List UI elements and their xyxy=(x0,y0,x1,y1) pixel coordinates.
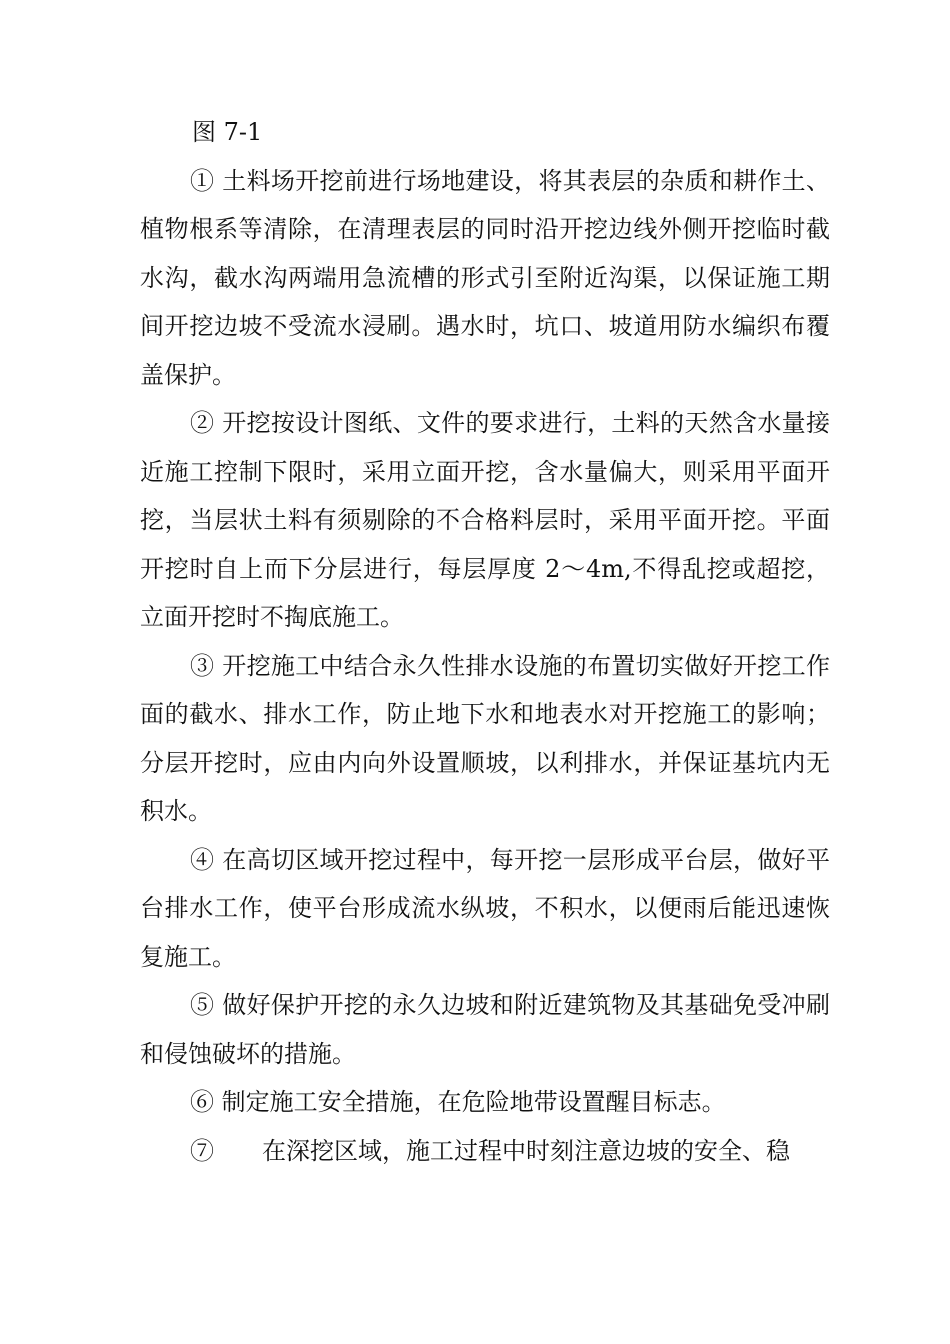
paragraph-7: ⑦ 在深挖区域，施工过程中时刻注意边坡的安全、稳 xyxy=(190,1136,790,1165)
paragraph-5: ⑤ 做好保护开挖的永久边坡和附近建筑物及其基础免受冲刷和侵蚀破坏的措施。 xyxy=(140,991,830,1068)
paragraph-1: ① 土料场开挖前进行场地建设，将其表层的杂质和耕作土、植物根系等清除，在清理表层的同时沿开挖边线外侧开挖临时截水沟，截水沟两端用急流槽的形式引至附近沟渠，以保证施工期间开挖边坡不受流水浸刷。遇水时，坑口、坡道用防水编织布覆盖保护。 xyxy=(140,166,830,389)
paragraph-3: ③ 开挖施工中结合永久性排水设施的布置切实做好开挖工作面的截水、排水工作，防止地下水和地表水对开挖施工的影响；分层开挖时，应由内向外设置顺坡，以利排水，并保证基坑内无积水。 xyxy=(140,651,830,825)
document-page xyxy=(140,108,830,1175)
paragraph-4: ④ 在高切区域开挖过程中，每开挖一层形成平台层，做好平台排水工作，使平台形成流水纵坡，不积水，以便雨后能迅速恢复施工。 xyxy=(140,845,830,971)
figure-label: 图 7-1 xyxy=(192,118,263,146)
paragraph-6: ⑥ 制定施工安全措施，在危险地带设置醒目标志。 xyxy=(190,1088,726,1116)
paragraph-2: ② 开挖按设计图纸、文件的要求进行，土料的天然含水量接近施工控制下限时，采用立面开挖，含水量偏大，则采用平面开挖，当层状土料有须剔除的不合格料层时，采用平面开挖。平面开挖时自上而下分层进行，每层厚度 2～4m,不得乱挖或超挖，立面开挖时不掏底施工。 xyxy=(140,409,830,631)
